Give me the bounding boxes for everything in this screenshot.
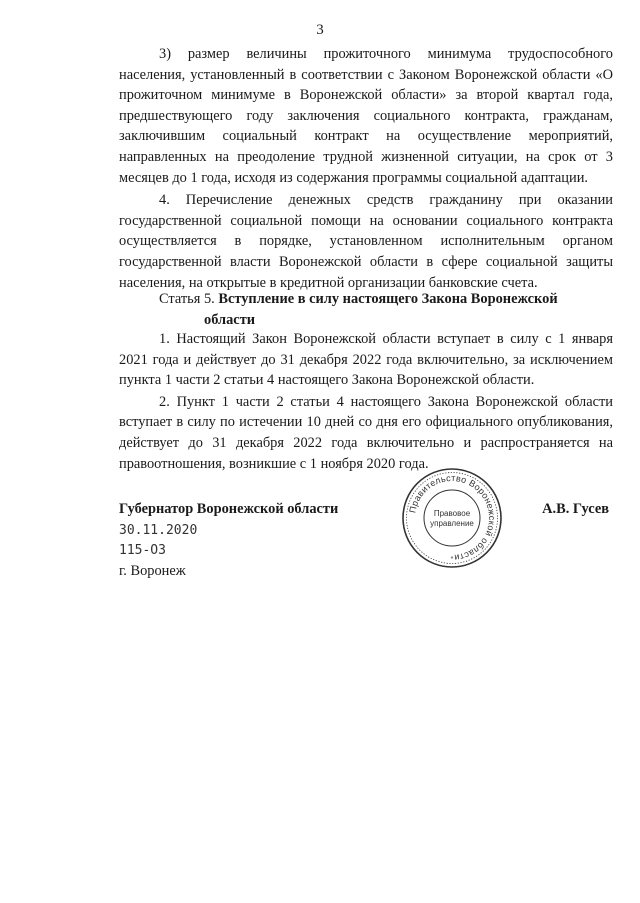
signatory-name: А.В. Гусев — [542, 501, 609, 517]
law-number: 115-ОЗ — [119, 543, 166, 558]
seal-star-icon: * — [450, 556, 454, 563]
article-label: Статья 5. — [159, 291, 215, 307]
signature-line — [119, 501, 613, 518]
law-date: 30.11.2020 — [119, 523, 198, 538]
seal-center-line1: Правовое — [433, 509, 471, 518]
article-title-line2: области — [204, 311, 256, 328]
paragraph-4: 4. Перечисление денежных средств гражданину при оказании государственной социальной помощи на основании социального контракта осуществляется в порядке, установленном исполнительным органом государственной власти Воронежской области в сфере социальной защиты населения, на открытые в кредитной организации банковские счета. — [119, 192, 613, 291]
city: г. Воронеж — [119, 563, 186, 579]
article-5-paragraph-1: 1. Настоящий Закон Воронежской области вступает в силу с 1 января 2021 года и действует до 31 декабря 2022 года включительно, за исключением пункта 1 части 2 статьи 4 настоящего Закона Воронежской области. — [119, 331, 613, 389]
article-5-paragraph-2: 2. Пункт 1 части 2 статьи 4 настоящего Закона Воронежской области вступает в силу по истечении 10 дней со дня его официального опубликования, действует до 31 декабря 2022 года включительно и распространяется на правоотношения, возникшие с 1 ноября 2020 года. — [119, 393, 613, 472]
seal-center-line2: управление — [430, 519, 474, 528]
signatory-position: Губернатор Воронежской области — [119, 501, 339, 517]
article-5-heading — [159, 289, 599, 330]
article-5-body — [119, 329, 613, 474]
continuation-block — [119, 44, 613, 293]
page-number: 3 — [316, 22, 324, 38]
paragraph-3: 3) размер величины прожиточного минимума трудоспособного населения, установленный в соответствии с Законом Воронежской области «О прожиточном минимуме в Воронежской области» за второй квартал года, предшествующего году заключения социального контракта, гражданам, заключившим социальный контракт на осуществление мероприятий, направленных на преодоление трудной жизненной ситуации, на срок от 3 месяцев до 1 года, исходя из содержания программы социальной адаптации. — [119, 46, 613, 186]
official-seal-stamp — [400, 466, 504, 570]
article-title-line1: Вступление в силу настоящего Закона Воронежской — [218, 291, 558, 307]
seal-ring-text: Правительство Воронежской области — [407, 472, 498, 563]
